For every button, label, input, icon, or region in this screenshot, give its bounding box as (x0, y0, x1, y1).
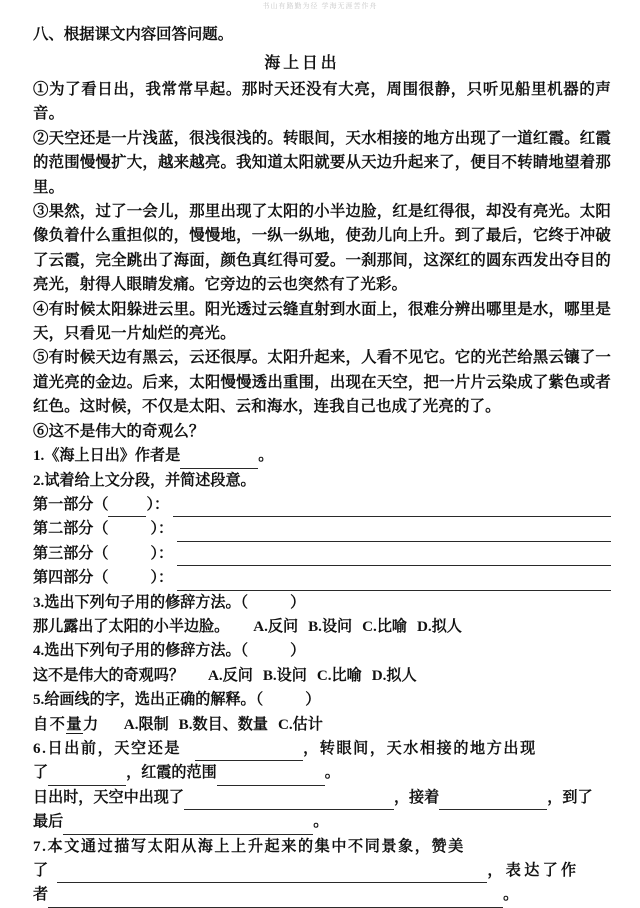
part-3-close: ）： (150, 545, 174, 562)
question-4-stem (33, 639, 611, 663)
part-3-summary-blank[interactable] (177, 548, 611, 566)
question-7-number: 7. (33, 838, 48, 855)
question-2 (33, 469, 611, 493)
question-7-line-3 (33, 883, 611, 907)
paragraph-text: 这不是伟大的奇观么？ (48, 422, 205, 440)
question-4-option-c[interactable]: C.比喻 (316, 667, 362, 684)
paragraph-marker: ⑤ (33, 349, 49, 367)
question-7-text-b: 了 (33, 863, 52, 879)
question-6-text-d: ，红霞的范围 (126, 765, 217, 782)
question-6-text-g: ，接着 (393, 789, 440, 806)
passage-paragraph (33, 200, 611, 298)
part-1-label: 第一部分（ (33, 496, 109, 513)
paragraph-text: 有时候天边有黑云，云还很厚。太阳升起来，人看不见它。它的光芒给黑云镶了一道光亮的金边。后来，太阳慢慢透出重围，出现在天空，把一片片云染成了紫色或者红色。这时候，不仅是太阳、云和海水，连我自己也成了光亮的了。 (33, 349, 611, 416)
question-3-text: 选出下列句子用的修辞方法。（ (44, 594, 249, 611)
question-7-line-2 (33, 859, 611, 883)
question-4-option-b[interactable]: B.设问 (262, 667, 307, 684)
question-5-option-b[interactable]: B.数目、数量 (178, 716, 268, 733)
paragraph-text: 天空还是一片浅蓝，很浅很浅的。转眼间，天水相接的地方出现了一道红霞。红霞的范围慢慢扩大，越来越亮。我知道太阳就要从天边升起来了，便目不转睛地望着那里。 (33, 129, 611, 196)
question-6-text-a: 日出前，天空还是 (47, 740, 182, 757)
question-4-stem-close: ） (290, 643, 306, 660)
question-5-text: 给画线的字，选出正确的解释。（ (44, 692, 264, 709)
question-6-line-1 (33, 737, 611, 761)
passage-paragraph (33, 298, 611, 347)
question-6-blank-1[interactable] (195, 743, 303, 761)
part-3-label: 第三部分（ (33, 545, 109, 562)
question-5-idiom-prefix: 自不 (33, 716, 67, 733)
question-3-option-c[interactable]: C.比喻 (362, 618, 408, 635)
question-5-stem-close: ） (305, 692, 321, 709)
question-6-text-f: 日出时，天空中出现了 (33, 789, 184, 806)
question-4-option-d[interactable]: D.拟人 (371, 667, 417, 684)
question-4-body (33, 664, 611, 688)
part-4-label: 第四部分（ (33, 570, 109, 587)
question-2-part-1 (33, 493, 611, 517)
question-7-line-1 (33, 835, 611, 859)
question-3-number: 3. (33, 594, 45, 611)
question-6-number: 6. (33, 740, 48, 757)
question-7-text-d: 者 (33, 887, 49, 904)
question-6-line-4 (33, 810, 611, 834)
question-5-idiom-suffix: 力 (83, 716, 100, 733)
question-1-text: 《海上日出》作者是 (44, 448, 181, 465)
paragraph-marker: ③ (33, 203, 49, 221)
question-3-stem-close: ） (290, 594, 306, 611)
question-5-option-a[interactable]: A.限制 (123, 716, 169, 733)
question-6-text-j: 。 (313, 814, 329, 831)
question-7-blank-1[interactable] (57, 865, 487, 883)
question-6-line-2 (33, 761, 611, 785)
question-5-number: 5. (33, 692, 45, 709)
question-6-text-c: 了 (33, 765, 49, 782)
question-3-option-b[interactable]: B.设问 (308, 618, 353, 635)
question-6-text-h: ，到了 (547, 789, 593, 806)
part-4-summary-blank[interactable] (177, 573, 611, 591)
question-4-sentence: 这不是伟大的奇观吗？ (33, 667, 184, 684)
section-heading: 八、根据课文内容回答问题。 (33, 26, 234, 43)
passage-title: 海上日出 (264, 55, 340, 72)
question-5-idiom-underlined-char: 量 (66, 716, 84, 733)
part-1-summary-blank[interactable] (173, 499, 611, 517)
paragraph-text: 为了看日出，我常常早起。那时天还没有大亮，周围很静，只听见船里机器的声音。 (33, 81, 611, 123)
question-3-body (33, 615, 611, 639)
question-2-part-3 (33, 542, 611, 566)
question-1-number: 1. (33, 448, 45, 465)
question-2-part-4 (33, 566, 611, 590)
part-2-label: 第二部分（ (33, 521, 109, 538)
question-7-blank-2[interactable] (48, 890, 503, 908)
part-2-close: ）： (150, 521, 174, 538)
question-6-blank-5[interactable] (439, 792, 547, 810)
question-3-option-a[interactable]: A.反问 (253, 618, 299, 635)
paragraph-marker: ④ (33, 300, 49, 318)
question-3-stem (33, 591, 611, 615)
question-2-part-2 (33, 517, 611, 541)
question-6-blank-3[interactable] (217, 768, 325, 786)
passage-paragraph (33, 420, 611, 444)
worksheet-content (33, 22, 611, 908)
question-1-answer-blank[interactable] (180, 451, 258, 469)
question-5-stem (33, 688, 611, 712)
question-1 (33, 444, 611, 468)
passage-paragraph (33, 346, 611, 419)
paragraph-marker: ⑥ (33, 422, 49, 440)
question-6-blank-4[interactable] (184, 792, 394, 810)
paragraph-marker: ② (33, 129, 49, 147)
question-2-number: 2. (33, 472, 45, 489)
question-7-text-e: 。 (503, 887, 519, 904)
question-4-text: 选出下列句子用的修辞方法。（ (44, 643, 249, 660)
passage-paragraph (33, 78, 611, 127)
part-1-close: ）： (146, 496, 170, 513)
paragraph-text: 有时候太阳躲进云里。阳光透过云缝直射到水面上，很难分辨出哪里是水，哪里是天，只看见一片灿烂的亮光。 (33, 300, 611, 343)
question-6-text-e: 。 (324, 765, 340, 782)
paragraph-marker: ① (33, 81, 50, 98)
page-watermark: 书山有路勤为径 学海无涯苦作舟 (262, 3, 378, 10)
part-2-summary-blank[interactable] (177, 524, 611, 542)
question-5-body (33, 713, 611, 737)
question-3-option-d[interactable]: D.拟人 (417, 618, 462, 635)
question-2-text: 试着给上文分段，并简述段意。 (44, 472, 256, 489)
question-4-number: 4. (33, 643, 45, 660)
question-6-blank-6[interactable] (63, 817, 313, 835)
question-5-option-c[interactable]: C.估计 (277, 716, 323, 733)
question-7-text-a: 本文通过描写太阳从海上上升起来的集中不同景象，赞美 (47, 838, 465, 855)
question-6-text-b: ，转眼间，天水相接的地方出现 (303, 740, 537, 757)
question-6-blank-2[interactable] (48, 768, 126, 786)
part-4-close: ）： (150, 570, 174, 587)
question-4-option-a[interactable]: A.反问 (207, 667, 253, 684)
question-6-line-3 (33, 786, 611, 810)
part-1-range-blank[interactable] (108, 499, 146, 517)
question-1-suffix: 。 (258, 448, 274, 465)
question-6-text-i: 最后 (33, 814, 64, 831)
question-3-sentence: 那儿露出了太阳的小半边脸。 (33, 618, 230, 635)
question-7-text-c: ，表达了作 (487, 863, 580, 879)
passage-paragraph (33, 127, 611, 200)
paragraph-text: 果然，过了一会儿，那里出现了太阳的小半边脸，红是红得很，却没有亮光。太阳像负着什么重担似的，慢慢地，一纵一纵地，使劲儿向上升。到了最后，它终于冲破了云霞，完全跳出了海面，颜色真红得可爱。一刹那间，这深红的圆东西发出夺目的亮光，射得人眼睛发痛。它旁边的云也突然有了光彩。 (33, 203, 611, 294)
